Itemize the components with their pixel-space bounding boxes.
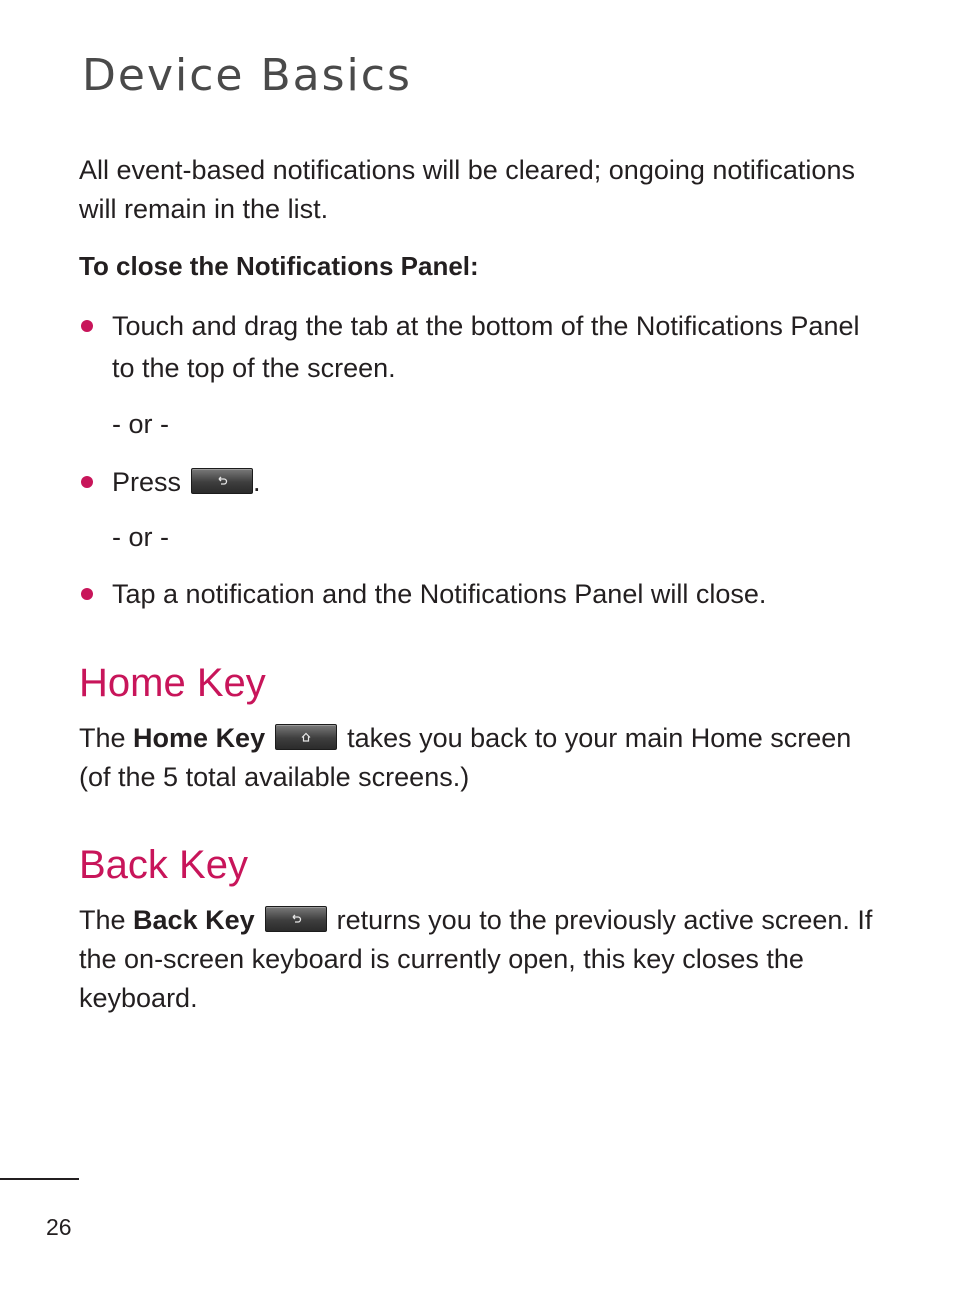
close-panel-heading: To close the Notifications Panel: (79, 251, 479, 281)
home-key-lead: The (79, 723, 126, 753)
home-key-paragraph (79, 719, 889, 797)
bullet-item-tap-notification (79, 573, 889, 615)
bullet-text: Tap a notification and the Notifications Panel will close. (112, 579, 767, 609)
bullet-dot-icon (81, 588, 93, 600)
bullet-item-press-back (79, 461, 889, 503)
bullet-item-drag-tab (79, 305, 889, 389)
home-key-icon (275, 724, 337, 750)
back-key-lead: The (79, 905, 126, 935)
bullet-dot-icon (81, 320, 93, 332)
bullet-period: . (253, 467, 261, 497)
back-key-icon (265, 906, 327, 932)
back-key-paragraph (79, 901, 889, 1018)
bullet-press-label: Press (112, 467, 182, 497)
or-separator: - or - (112, 522, 169, 552)
back-key-heading: Back Key (79, 843, 248, 887)
page-number: 26 (46, 1214, 72, 1240)
home-key-description: takes you back to your main Home screen (of the 5 total available screens.) (79, 723, 852, 792)
home-key-term: Home Key (133, 723, 266, 753)
bullet-dot-icon (81, 476, 93, 488)
bullet-text (112, 461, 889, 503)
back-key-icon (191, 468, 253, 494)
footer-divider (0, 1178, 79, 1180)
bullet-text: Touch and drag the tab at the bottom of the Notifications Panel to the top of the screen. (112, 311, 860, 383)
home-key-heading: Home Key (79, 661, 266, 705)
or-separator: - or - (112, 409, 169, 439)
back-key-term: Back Key (133, 905, 255, 935)
intro-paragraph: All event-based notifications will be cleared; ongoing notifications will remain in the list. (79, 155, 855, 224)
back-key-description: returns you to the previously active screen. If the on-screen keyboard is currently open, this key closes the keyboard. (79, 905, 873, 1013)
page-title: Device Basics (82, 50, 412, 101)
